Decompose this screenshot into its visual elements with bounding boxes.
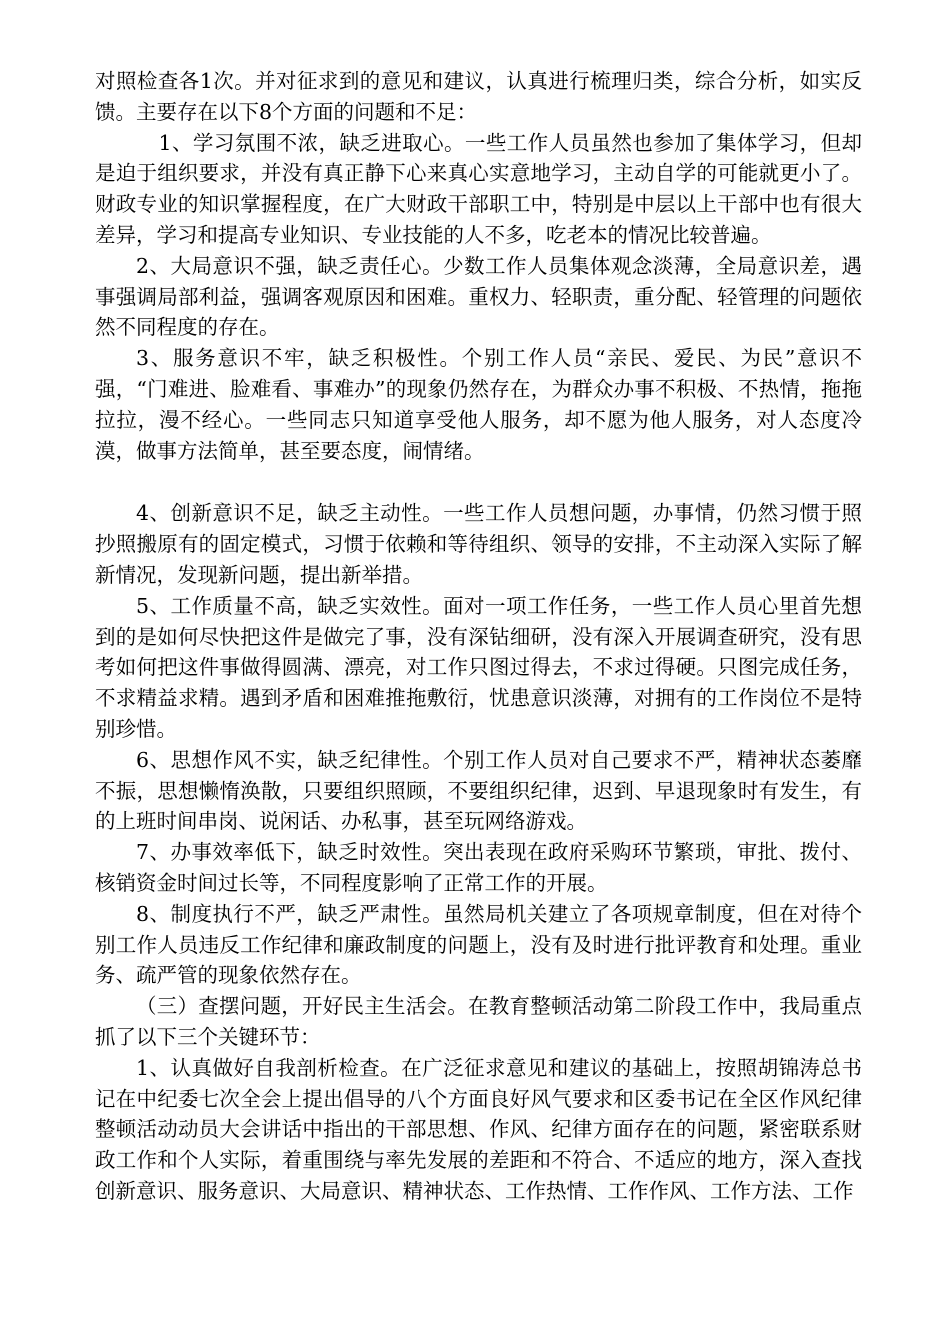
paragraph-item-2: 2、大局意识不强，缺乏责任心。少数工作人员集体观念淡薄，全局意识差，遇事强调局部利益，强调客观原因和困难。重权力、轻职责，重分配、轻管理的问题依然不同程度的存在。 bbox=[95, 253, 862, 340]
paragraph-item-1: 1、学习氛围不浓，缺乏进取心。一些工作人员虽然也参加了集体学习，但却是迫于组织要求，并没有真正静下心来真心实意地学习，主动自学的可能就更小了。财政专业的知识掌握程度，在广大财政干部职工中，特别是中层以上干部中也有很大差异，学习和提高专业知识、专业技能的人不多，吃老本的情况比较普遍。 bbox=[95, 130, 862, 247]
paragraph-item-5: 5、工作质量不高，缺乏实效性。面对一项工作任务，一些工作人员心里首先想到的是如何尽快把这件是做完了事，没有深钻细研，没有深入开展调查研究，没有思考如何把这件事做得圆满、漂亮，对工作只图过得去，不求过得硬。只图完成任务，不求精益求精。遇到矛盾和困难推拖敷衍，忧患意识淡薄，对拥有的工作岗位不是特别珍惜。 bbox=[95, 593, 862, 741]
paragraph-section-3: （三）查摆问题，开好民主生活会。在教育整顿活动第二阶段工作中，我局重点抓了以下三个关键环节： bbox=[95, 994, 862, 1049]
paragraph-item-4: 4、创新意识不足，缺乏主动性。一些工作人员想问题，办事情，仍然习惯于照抄照搬原有的固定模式，习惯于依赖和等待组织、领导的安排，不主动深入实际了解新情况，发现新问题，提出新举措。 bbox=[95, 501, 862, 587]
paragraph-section-3-item-1: 1、认真做好自我剖析检查。在广泛征求意见和建议的基础上，按照胡锦涛总书记在中纪委七次全会上提出倡导的八个方面良好风气要求和区委书记在全区作风纪律整顿活动动员大会讲话中指出的干部思想、作风、纪律方面存在的问题，紧密联系财政工作和个人实际，着重围绕与率先发展的差距和不符合、不适应的地方，深入查找创新意识、服务意识、大局意识、精神状态、工作热情、工作作风、工作方法、工作 bbox=[95, 1055, 862, 1203]
paragraph-gap bbox=[95, 466, 862, 498]
paragraph-continuation: 对照检查各1次。并对征求到的意见和建议，认真进行梳理归类，综合分析，如实反馈。主要存在以下8个方面的问题和不足： bbox=[95, 69, 862, 124]
paragraph-item-3: 3、服务意识不牢，缺乏积极性。个别工作人员“亲民、爱民、为民”意识不强，“门难进、脸难看、事难办”的现象仍然存在，为群众办事不积极、不热情，拖拖拉拉，漫不经心。一些同志只知道享受他人服务，却不愿为他人服务，对人态度冷漠，做事方法简单，甚至要态度，闹情绪。 bbox=[95, 346, 862, 463]
paragraph-item-6: 6、思想作风不实，缺乏纪律性。个别工作人员对自己要求不严，精神状态萎靡不振，思想懒惰涣散，只要组织照顾，不要组织纪律，迟到、早退现象时有发生，有的上班时间串岗、说闲话、办私事，甚至玩网络游戏。 bbox=[95, 747, 862, 834]
paragraph-item-8: 8、制度执行不严，缺乏严肃性。虽然局机关建立了各项规章制度，但在对待个别工作人员违反工作纪律和廉政制度的问题上，没有及时进行批评教育和处理。重业务、疏严管的现象依然存在。 bbox=[95, 901, 862, 988]
paragraph-item-7: 7、办事效率低下，缺乏时效性。突出表现在政府采购环节繁琐，审批、拨付、核销资金时间过长等，不同程度影响了正常工作的开展。 bbox=[95, 840, 862, 895]
